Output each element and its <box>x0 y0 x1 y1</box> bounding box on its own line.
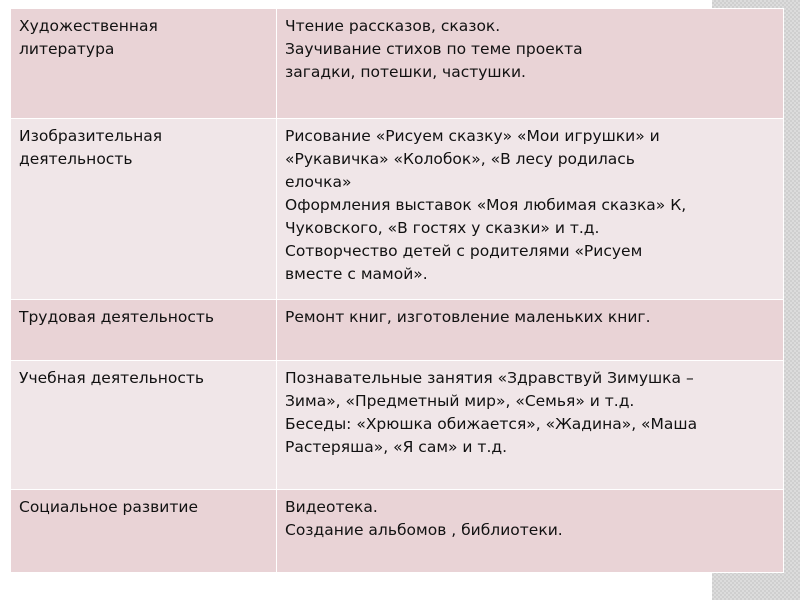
row-label-line: Учебная деятельность <box>19 369 205 387</box>
row-content-line: Заучивание стихов по теме проекта <box>285 40 583 58</box>
row-content-cell <box>277 119 784 300</box>
row-content-line: Создание альбомов , библиотеки. <box>285 521 563 539</box>
row-content-line: Сотворчество детей с родителями «Рисуем <box>285 242 643 260</box>
row-label-line: Изобразительная <box>19 127 163 145</box>
row-content-line: Рисование «Рисуем сказку» «Мои игрушки» и <box>285 127 660 145</box>
row-label-cell <box>11 490 277 573</box>
row-content-line: вместе с мамой». <box>285 265 428 283</box>
row-content-line: Чтение рассказов, сказок. <box>285 17 501 35</box>
row-content-line: Ремонт книг, изготовление маленьких книг. <box>285 308 651 326</box>
row-label-line: литература <box>19 40 115 58</box>
row-content-cell <box>277 490 784 573</box>
row-content-line: Растеряша», «Я сам» и т.д. <box>285 438 508 456</box>
activities-table <box>10 8 784 573</box>
row-content-line: «Рукавичка» «Колобок», «В лесу родилась <box>285 150 635 168</box>
row-content-line: Видеотека. <box>285 498 378 516</box>
row-label-cell <box>11 300 277 361</box>
row-content-line: Оформления выставок «Моя любимая сказка» К, <box>285 196 687 214</box>
row-label-line: Художественная <box>19 17 158 35</box>
row-content-cell <box>277 9 784 119</box>
row-content-line: загадки, потешки, частушки. <box>285 63 526 81</box>
row-content-cell <box>277 361 784 490</box>
row-label-line: Социальное развитие <box>19 498 198 516</box>
row-content-line: Чуковского, «В гостях у сказки» и т.д. <box>285 219 600 237</box>
row-content-cell <box>277 300 784 361</box>
row-label-cell <box>11 361 277 490</box>
row-content-line: Познавательные занятия «Здравствуй Зимушка – <box>285 369 694 387</box>
table-row <box>11 490 784 573</box>
row-label-line: Трудовая деятельность <box>19 308 215 326</box>
row-label-line: деятельность <box>19 150 133 168</box>
row-label-cell <box>11 9 277 119</box>
table-row <box>11 119 784 300</box>
table-row <box>11 9 784 119</box>
row-content-line: Беседы: «Хрюшка обижается», «Жадина», «Маша <box>285 415 698 433</box>
table-row <box>11 361 784 490</box>
row-content-line: елочка» <box>285 173 352 191</box>
row-label-cell <box>11 119 277 300</box>
row-content-line: Зима», «Предметный мир», «Семья» и т.д. <box>285 392 635 410</box>
table-row <box>11 300 784 361</box>
